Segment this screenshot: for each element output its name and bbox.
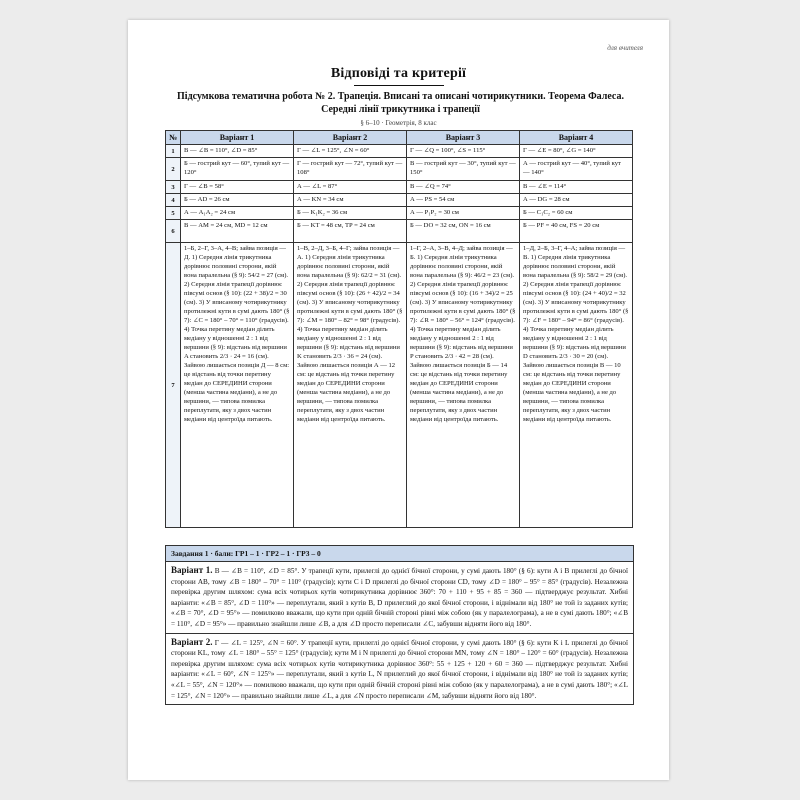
answer-cell: Г — гострий кут — 72°, тупий кут — 108° <box>294 158 407 181</box>
answer-cell: Г — ∠L = 125°, ∠N = 60° <box>294 145 407 158</box>
criteria-heading: Завдання 1 · бали: ГР1 – 1 · ГР2 – 1 · ГР3 – 0 <box>166 546 633 562</box>
table-row <box>166 194 633 207</box>
work-subtitle: Підсумкова тематична робота № 2. Трапеція. Вписані та описані чотирикутники. Теорема Фалеса. Середні лінії трикутника і трапеції <box>177 91 624 115</box>
answer-cell: А — A₁A₂ = 24 см <box>181 207 294 220</box>
answer-cell: Г — ∠E = 80°, ∠G = 140° <box>520 145 633 158</box>
row-number: 4 <box>166 194 181 207</box>
answer-cell: В — гострий кут — 30°, тупий кут — 150° <box>407 158 520 181</box>
answer-cell: Б — C₁C₂ = 60 см <box>520 207 633 220</box>
row-number: 2 <box>166 158 181 181</box>
answer-cell: Б — PF = 40 см, FS = 20 см <box>520 220 633 243</box>
table-row <box>166 207 633 220</box>
answer-cell: 1–Б, 2–Г, 3–А, 4–В; зайва позиція — Д. 1) Середня лінія трикутника дорівнює половині сторони, якій вона паралельна (§ 9): 54/2 = 27 (см). 2) Середня лінія трапеції дорівнює півсумі основ (§ 10): (22 + 38)/2 = 30 (см). 3) У вписаному чотирикутнику протилежні кути в сумі дають 180° (§ 7): ∠C = 180° – 70° = 110° (градусів). 4) Точка перетину медіан ділить медіану у відношенні 2 : 1 від вершини (§ 9): відстань від вершини A становить 2/3 · 24 = 16 (см). Зайвою лишається позиція Д — 8 см: це відстань від точки перетину медіан до СЕРЕДИНИ сторони (менша частина медіани), а не до вершини, — типова помилка переплутати, яку з двох частин медіани від центроїда питають. <box>181 243 294 528</box>
table-row <box>166 243 633 528</box>
col-header-variant-1: Варіант 1 <box>181 131 294 145</box>
answer-cell: А — KN = 34 см <box>294 194 407 207</box>
title-underline <box>354 85 444 86</box>
row-number: 7 <box>166 243 181 528</box>
criteria-variant-2 <box>166 633 633 705</box>
teacher-note: для вчителя <box>607 44 643 52</box>
row-number: 1 <box>166 145 181 158</box>
answer-cell: А — гострий кут — 40°, тупий кут — 140° <box>520 158 633 181</box>
answer-cell: 1–Д, 2–Б, 3–Г, 4–А; зайва позиція — В. 1) Середня лінія трикутника дорівнює половині сторони, якій вона паралельна (§ 9): 58/2 = 29 (см). 2) Середня лінія трапеції дорівнює півсумі основ (§ 10): (24 + 40)/2 = 32 (см). 3) У вписаному чотирикутнику протилежні кути в сумі дають 180° (§ 7): ∠F = 180° – 94° = 86° (градусів). 4) Точка перетину медіан ділить медіану у відношенні 2 : 1 від вершини (§ 9): відстань від вершини D становить 2/3 · 30 = 20 (см). Зайвою лишається позиція В — 10 см: це відстань від точки перетину медіан до СЕРЕДИНИ сторони (менша частина медіани), а не до вершини, — типова помилка переплутати, яку з двох частин медіани від центроїда питають. <box>520 243 633 528</box>
col-header-variant-2: Варіант 2 <box>294 131 407 145</box>
table-row <box>166 181 633 194</box>
table-header-row <box>166 131 633 145</box>
answer-cell: А — P₁P₂ = 30 см <box>407 207 520 220</box>
answer-cell: В — ∠Q = 74° <box>407 181 520 194</box>
answer-cell: В — ∠B = 110°, ∠D = 85° <box>181 145 294 158</box>
answer-cell: Б — AD = 26 см <box>181 194 294 207</box>
row-number: 3 <box>166 181 181 194</box>
table-row <box>166 158 633 181</box>
answers-table <box>165 130 633 528</box>
criteria-variant-1 <box>166 562 633 633</box>
answer-cell: А — ∠L = 87° <box>294 181 407 194</box>
answer-cell: Б — гострий кут — 60°, тупий кут — 120° <box>181 158 294 181</box>
row-number: 6 <box>166 220 181 243</box>
col-header-variant-3: Варіант 3 <box>407 131 520 145</box>
section-reference: § 6–10 · Геометрія, 8 клас <box>360 119 437 127</box>
answer-cell: А — PS = 54 см <box>407 194 520 207</box>
answer-cell: А — DG = 28 см <box>520 194 633 207</box>
worksheet-page <box>128 20 669 780</box>
answer-cell: Б — K₁K₂ = 36 см <box>294 207 407 220</box>
page-title: Відповіді та критерії <box>330 66 467 81</box>
variant-label: Варіант 1. <box>171 565 213 575</box>
answer-cell: В — AM = 24 см, MD = 12 см <box>181 220 294 243</box>
variant-label: Варіант 2. <box>171 636 213 647</box>
col-header-variant-4: Варіант 4 <box>520 131 633 145</box>
answer-cell: В — ∠E = 114° <box>520 181 633 194</box>
answer-cell: Б — DO = 32 см, ON = 16 см <box>407 220 520 243</box>
answer-cell: 1–Г, 2–А, 3–В, 4–Д; зайва позиція — Б. 1) Середня лінія трикутника дорівнює половині сторони, якій вона паралельна (§ 9): 46/2 = 23 (см). 2) Середня лінія трапеції дорівнює півсумі основ (§ 10): (16 + 34)/2 = 25 (см). 3) У вписаному чотирикутнику протилежні кути в сумі дають 180° (§ 7): ∠R = 180° – 56° = 124° (градусів). 4) Точка перетину медіан ділить медіану у відношенні 2 : 1 від вершини (§ 9): відстань від вершини P становить 2/3 · 42 = 28 (см). Зайвою лишається позиція Б — 14 см: це відстань від точки перетину медіан до СЕРЕДИНИ сторони (менша частина медіани), а не до вершини, — типова помилка переплутати, яку з двох частин медіани від центроїда питають. <box>407 243 520 528</box>
answer-cell: Г — ∠B = 58° <box>181 181 294 194</box>
table-row <box>166 220 633 243</box>
answer-cell: 1–В, 2–Д, 3–Б, 4–Г; зайва позиція — А. 1) Середня лінія трикутника дорівнює половині сторони, якій вона паралельна (§ 9): 62/2 = 31 (см). 2) Середня лінія трапеції дорівнює півсумі основ (§ 10): (26 + 42)/2 = 34 (см). 3) У вписаному чотирикутнику протилежні кути в сумі дають 180° (§ 7): ∠M = 180° – 82° = 98° (градусів). 4) Точка перетину медіан ділить медіану у відношенні 2 : 1 від вершини (§ 9): відстань від вершини K становить 2/3 · 36 = 24 (см). Зайвою лишається позиція А — 12 см: це відстань від точки перетину медіан до СЕРЕДИНИ сторони (менша частина медіани), а не до вершини, — типова помилка переплутати, яку з двох частин медіани від центроїда питають. <box>294 243 407 528</box>
col-header-num: № <box>166 131 181 145</box>
answer-cell: Г — ∠Q = 100°, ∠S = 115° <box>407 145 520 158</box>
answer-cell: Б — KT = 48 см, TP = 24 см <box>294 220 407 243</box>
row-number: 5 <box>166 207 181 220</box>
criteria-box <box>165 545 634 705</box>
variant-explanation: В — ∠B = 110°, ∠D = 85°. У трапеції кути, прилеглі до однієї бічної сторони, у сумі дають 180° (§ 6): кути A і B прилеглі до бічної сторони AB, тому ∠B = 180° – 70° = 110° (градусів); кути C і D прилеглі до бічної сторони CD, тому ∠D = 180° – 95° = 85° (градусів). Незалежна перевірка другим шляхом: сума всіх чотирьох кутів чотирикутника дорівнює 360°: 70 + 110 + 95 + 85 = 360 — підтверджує результат. Хибні варіанти: «∠B = 85°, ∠D = 110°» — переплутали, який з кутів B, D прилеглий до якої бічної сторони, і віднімали від 180° не той із заданих кутів; «∠B = 70°, ∠D = 95°» — помилково вважали, що кути при одній бічній стороні рівні між собою (як у паралелограма), а не в сумі дають 180°; «∠B = 110°, ∠D = 95°» — правильно знайшли лише ∠B, а для ∠D просто переписали ∠C, забувши відняти його від 180°. <box>171 567 628 628</box>
table-row <box>166 145 633 158</box>
variant-explanation: Г — ∠L = 125°, ∠N = 60°. У трапеції кути, прилеглі до однієї бічної сторони, у сумі дають 180° (§ 6): кути K і L прилеглі до бічної сторони KL, тому ∠L = 180° – 55° = 125° (градусів); кути M і N прилеглі до бічної сторони MN, тому ∠N = 180° – 120° = 60° (градусів). Незалежна перевірка другим шляхом: сума всіх чотирьох кутів чотирикутника дорівнює 360°: 55 + 125 + 120 + 60 = 360 — підтверджує результат. Хибні варіанти: «∠L = 60°, ∠N = 125°» — переплутали, який з кутів L, N прилеглий до якої бічної сторони, і віднімали від 180° не той із заданих кутів; «∠L = 55°, ∠N = 120°» — помилково вважали, що кути при одній бічній стороні рівні між собою (як у паралелограма), а не в сумі дають 180°; «∠L = 125°, ∠N = 120°» — правильно знайшли лише ∠L, а для ∠N просто переписали ∠M, забувши відняти його від 180°. <box>171 638 629 700</box>
